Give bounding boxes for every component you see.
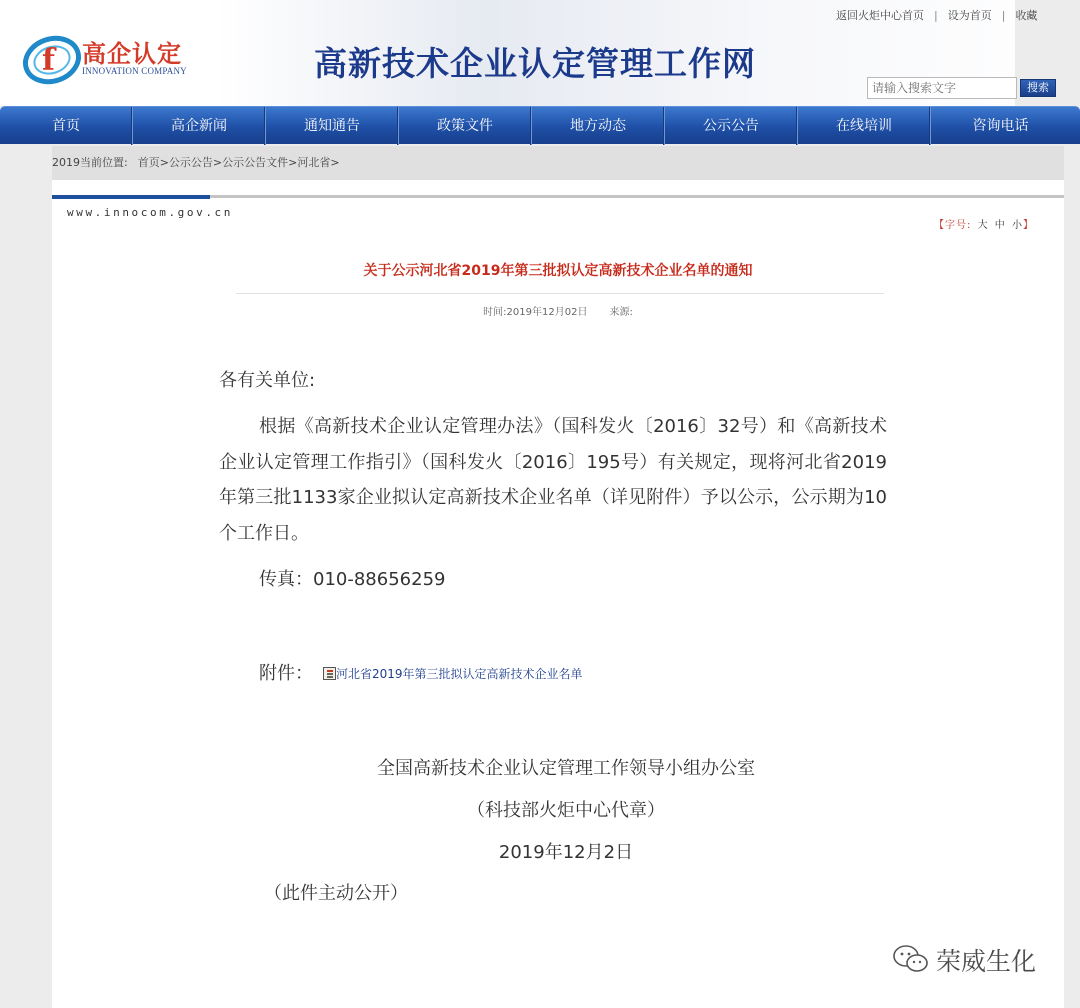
font-size-close: 】: [1022, 220, 1034, 231]
svg-text:f: f: [42, 43, 55, 78]
wechat-icon: [892, 944, 930, 974]
logo-text-en: INNOVATION COMPANY: [82, 66, 187, 76]
nav-item-hotline[interactable]: 咨询电话: [972, 118, 1029, 134]
time-label: 时间:: [483, 307, 507, 318]
site-header: [0, 0, 1080, 106]
fax-number: 传真：010-88656259: [259, 569, 446, 590]
time-value: 2019年12月02日: [506, 307, 588, 318]
top-link-favorite[interactable]: 收藏: [1015, 9, 1038, 22]
content-panel: [52, 180, 1064, 1008]
logo-swirl-icon: [22, 30, 84, 86]
public-note: （此件主动公开）: [264, 883, 408, 904]
search-input[interactable]: [867, 77, 1017, 99]
watermark: [892, 942, 1036, 978]
breadcrumb: [52, 146, 1064, 180]
font-size-small[interactable]: 小: [1011, 220, 1023, 231]
article-meta: [52, 303, 1064, 318]
attachment-row: [259, 660, 583, 688]
nav-item-home[interactable]: 首页: [0, 107, 133, 145]
signature-date: 2019年12月2日: [498, 842, 634, 863]
nav-item-news[interactable]: 高企新闻: [133, 107, 266, 145]
nav-item-local[interactable]: 地方动态: [532, 107, 665, 145]
breadcrumb-label: 2019当前位置:: [52, 156, 128, 169]
top-link-set-home[interactable]: 设为首页: [947, 9, 992, 22]
site-logo[interactable]: [22, 30, 202, 86]
site-domain: www.innocom.gov.cn: [67, 206, 234, 219]
signature-seal: （科技部火炬中心代章）: [467, 800, 665, 821]
title-divider: [236, 293, 884, 294]
separator: |: [934, 9, 938, 22]
logo-text-cn: 高企认定: [82, 39, 182, 68]
separator: |: [1001, 9, 1006, 22]
main-nav: [0, 106, 1080, 144]
breadcrumb-path[interactable]: 首页>公示公告>公示公告文件>河北省>: [137, 156, 340, 169]
watermark-text: 荣威生化: [936, 947, 1037, 976]
nav-item-notices[interactable]: 通知通告: [266, 107, 399, 145]
top-links: [836, 7, 1037, 23]
font-size-medium[interactable]: 中: [994, 220, 1006, 231]
top-link-torch-home[interactable]: 返回火炬中心首页: [836, 9, 924, 22]
document-icon: [323, 667, 336, 680]
signature-org: 全国高新技术企业认定管理工作领导小组办公室: [377, 758, 755, 779]
nav-item-training[interactable]: 在线培训: [798, 107, 931, 145]
search-button[interactable]: 搜索: [1020, 79, 1056, 97]
nav-item-announcements[interactable]: 公示公告: [665, 107, 798, 145]
font-size-control: [934, 216, 1034, 231]
font-size-large[interactable]: 大: [977, 220, 989, 231]
attachment-link[interactable]: 河北省2019年第三批拟认定高新技术企业名单: [336, 667, 583, 681]
font-size-label: 【字号:: [934, 220, 972, 231]
panel-tab-active: [52, 195, 210, 199]
site-title: 高新技术企业认定管理工作网: [314, 44, 756, 83]
salutation: 各有关单位:: [219, 370, 316, 391]
nav-item-policies[interactable]: 政策文件: [399, 107, 532, 145]
article-title: 关于公示河北省2019年第三批拟认定高新技术企业名单的通知: [363, 263, 753, 279]
article-paragraph: 根据《高新技术企业认定管理办法》（国科发火〔2016〕32号）和《高新技术企业认定管理工作指引》（国科发火〔2016〕195号）有关规定，现将河北省2019年第三批1133家企业拟认定高新技术企业名单（详见附件）予以公示，公示期为10个工作日。: [219, 416, 887, 544]
source-label: 来源:: [609, 307, 633, 318]
panel-tab-line: [52, 195, 1064, 198]
attachment-label: 附件：: [259, 663, 313, 684]
